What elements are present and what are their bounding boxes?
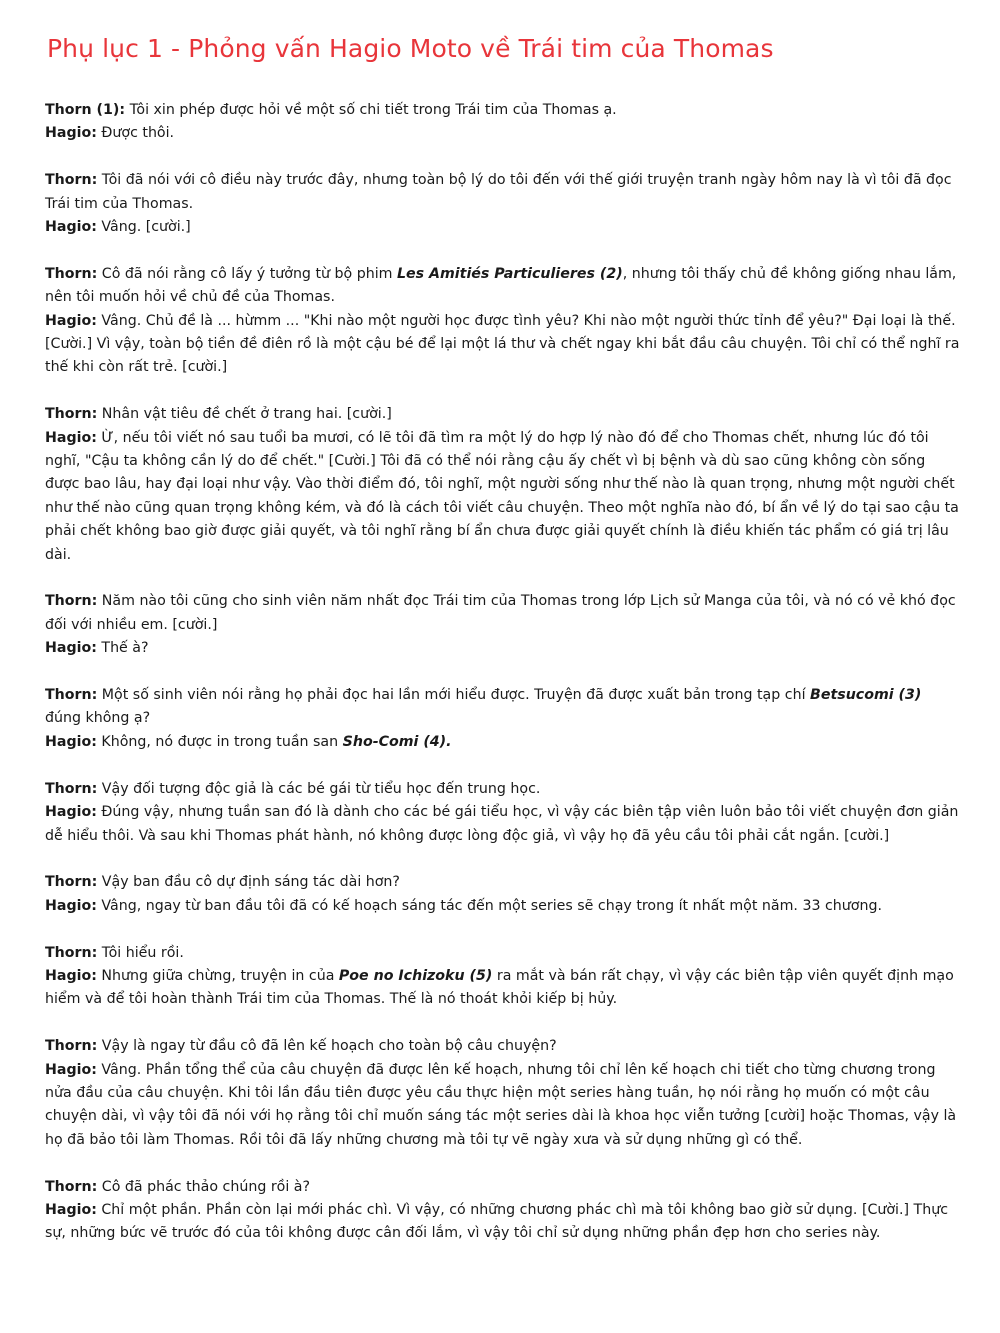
dialogue-text: Vậy là ngay từ đầu cô đã lên kế hoạch cho toàn bộ câu chuyện? [97, 1038, 557, 1055]
work-title-reference: Sho-Comi (4). [342, 733, 452, 750]
dialogue-line [45, 871, 961, 894]
dialogue-line [45, 1059, 961, 1153]
speaker-label: Thorn: [45, 944, 98, 961]
dialogue-text: Tôi hiểu rồi. [97, 944, 184, 961]
dialogue-line [45, 99, 961, 122]
dialogue-line [45, 169, 961, 216]
speaker-label: Hagio: [45, 897, 97, 914]
speaker-label: Hagio: [45, 733, 97, 750]
speaker-label: Thorn: [45, 593, 98, 610]
speaker-label: Thorn: [45, 265, 98, 282]
qa-block [45, 263, 961, 380]
dialogue-text: Vậy ban đầu cô dự định sáng tác dài hơn? [97, 874, 400, 891]
qa-block [45, 942, 961, 1012]
dialogue-line [45, 684, 961, 731]
speaker-label: Thorn: [45, 172, 98, 189]
dialogue-text: ra mắt và bán rất chạy, vì vậy các biên tập viên quyết định mạo hiểm và để tôi hoàn thành Trái tim của Thomas. Thế là nó thoát khỏi kiếp bị hủy. [45, 967, 954, 1008]
dialogue-line [45, 778, 961, 801]
dialogue-text: Nhân vật tiêu đề chết ở trang hai. [cười.] [97, 406, 392, 423]
dialogue-text: Đúng vậy, nhưng tuần san đó là dành cho các bé gái tiểu học, vì vậy các biên tập viên luôn bảo tôi viết chuyện đơn giản dễ hiểu thôi. Và sau khi Thomas phát hành, nó không được lòng độc giả, vì vậy họ đã yêu cầu tôi phải cắt ngắn. [cười.] [45, 804, 959, 844]
dialogue-text: Chỉ một phần. Phần còn lại mới phác chì. Vì vậy, có những chương phác chì mà tôi không bao giờ sử dụng. [Cười.] Thực sự, những bức vẽ trước đó của tôi không được cân đối lắm, vì vậy tôi chỉ sử dụng những phần đẹp hơn cho series này. [45, 1201, 949, 1242]
dialogue-line [45, 965, 961, 1012]
dialogue-text: Cô đã nói rằng cô lấy ý tưởng từ bộ phim [97, 265, 397, 282]
qa-block [45, 684, 961, 754]
dialogue-text: , nhưng tôi thấy chủ đề không giống nhau lắm, nên tôi muốn hỏi về chủ đề của Thomas. [45, 265, 957, 306]
speaker-label: Hagio: [45, 804, 97, 821]
dialogue-text: Vâng. [cười.] [96, 219, 191, 236]
qa-block [45, 1176, 961, 1246]
dialogue-line [45, 1035, 961, 1058]
page-title: Phụ lục 1 - Phỏng vấn Hagio Moto về Trái tim của Thomas [47, 34, 774, 63]
dialogue-line [45, 1176, 961, 1199]
dialogue-text: Tôi đã nói với cô điều này trước đây, nhưng toàn bộ lý do tôi đến với thế giới truyện tranh ngày hôm nay là vì tôi đã đọc Trái tim của Thomas. [45, 172, 952, 212]
dialogue-line [45, 403, 961, 426]
speaker-label: Thorn (1): [45, 102, 126, 118]
qa-block [45, 871, 961, 918]
dialogue-line [45, 942, 961, 965]
dialogue-line [45, 310, 961, 380]
dialogue-line [45, 590, 961, 637]
speaker-label: Thorn: [45, 780, 98, 797]
dialogue-text: Không, nó được in trong tuần san [96, 733, 343, 750]
dialogue-text: Vâng, ngay từ ban đầu tôi đã có kế hoạch sáng tác đến một series sẽ chạy trong ít nhất một năm. 33 chương. [96, 897, 882, 914]
work-title-reference: Les Amitiés Particulieres (2) [396, 265, 623, 282]
speaker-label: Thorn: [45, 687, 98, 704]
dialogue-text: Vâng. Phần tổng thể của câu chuyện đã được lên kế hoạch, nhưng tôi chỉ lên kế hoạch chi tiết cho từng chương trong nửa đầu của câu chuyện. Khi tôi lần đầu tiên được yêu cầu thực hiện một series hàng tuần, họ nói rằng họ muốn có một câu chuyện dài, vì vậy tôi đã nói với họ rằng tôi chỉ muốn sáng tác một series dài là khoa học viễn tưởng [cười] hoặc Thomas, vậy là họ đã bảo tôi làm Thomas. Rồi tôi đã lấy những chương mà tôi tự vẽ ngày xưa và sử dụng những gì có thể. [45, 1061, 957, 1148]
speaker-label: Hagio: [45, 429, 97, 446]
dialogue-line [45, 895, 961, 918]
speaker-label: Hagio: [45, 1061, 97, 1078]
dialogue-text: Thế à? [96, 640, 149, 657]
qa-block [45, 778, 961, 848]
speaker-label: Hagio: [45, 125, 97, 142]
dialogue-line [45, 731, 961, 754]
dialogue-text: Vậy đối tượng độc giả là các bé gái từ tiểu học đến trung học. [97, 780, 541, 797]
dialogue-line [45, 122, 961, 145]
dialogue-line [45, 263, 961, 310]
interview-content [45, 99, 961, 1246]
dialogue-text: Cô đã phác thảo chúng rồi à? [97, 1178, 311, 1195]
speaker-label: Hagio: [45, 967, 97, 984]
work-title-reference: Betsucomi (3) [810, 687, 922, 704]
dialogue-line [45, 427, 961, 567]
qa-block [45, 403, 961, 567]
speaker-label: Hagio: [45, 219, 97, 236]
dialogue-text: Nhưng giữa chừng, truyện in của [96, 967, 339, 984]
dialogue-line [45, 216, 961, 239]
speaker-label: Hagio: [45, 1201, 97, 1218]
speaker-label: Hagio: [45, 312, 97, 329]
speaker-label: Thorn: [45, 406, 98, 423]
dialogue-line [45, 637, 961, 660]
dialogue-text: Vâng. Chủ đề là ... hừmm ... "Khi nào một người học được tình yêu? Khi nào một người thức tỉnh để yêu?" Đại loại là thế. [Cười.] Vì vậy, toàn bộ tiền đề điên rồ là một cậu bé để lại một lá thư và chết ngay khi bắt đầu câu chuyện. Tôi chỉ có thể nghĩ ra thế khi còn rất trẻ. [cười.] [45, 312, 960, 376]
dialogue-text: Tôi xin phép được hỏi về một số chi tiết trong Trái tim của Thomas ạ. [125, 102, 617, 118]
speaker-label: Thorn: [45, 1038, 98, 1055]
speaker-label: Hagio: [45, 640, 97, 657]
dialogue-text: Năm nào tôi cũng cho sinh viên năm nhất đọc Trái tim của Thomas trong lớp Lịch sử Manga của tôi, và nó có vẻ khó đọc đối với nhiều em. [cười.] [45, 593, 956, 633]
qa-block [45, 1035, 961, 1152]
work-title-reference: Poe no Ichizoku (5) [338, 967, 493, 984]
dialogue-text: Được thôi. [96, 125, 175, 142]
speaker-label: Thorn: [45, 1178, 98, 1195]
dialogue-text: Ừ, nếu tôi viết nó sau tuổi ba mươi, có lẽ tôi đã tìm ra một lý do hợp lý nào đó để cho Thomas chết, nhưng lúc đó tôi nghĩ, "Cậu ta không cần lý do để chết." [Cười.] Tôi đã có thể nói rằng cậu ấy chết vì bị bệnh và dù sao cũng không còn sống được bao lâu, hay đại loại như vậy. Vào thời điểm đó, tôi nghĩ, một người sống như thế nào là quan trọng, nhưng một người chết như thế nào cũng quan trọng không kém, và đó là cách tôi viết câu chuyện. Theo một nghĩa nào đó, bí ẩn về lý do tại sao cậu ta phải chết không bao giờ được giải quyết, và tôi nghĩ rằng bí ẩn chưa được giải quyết chính là điều khiến tác phẩm có giá trị lâu dài. [45, 429, 959, 563]
dialogue-line [45, 1199, 961, 1246]
dialogue-text: đúng không ạ? [45, 710, 151, 727]
dialogue-line [45, 801, 961, 848]
qa-block [45, 169, 961, 239]
qa-block [45, 99, 961, 146]
qa-block [45, 590, 961, 660]
dialogue-text: Một số sinh viên nói rằng họ phải đọc hai lần mới hiểu được. Truyện đã được xuất bản trong tạp chí [97, 687, 811, 704]
speaker-label: Thorn: [45, 874, 98, 891]
